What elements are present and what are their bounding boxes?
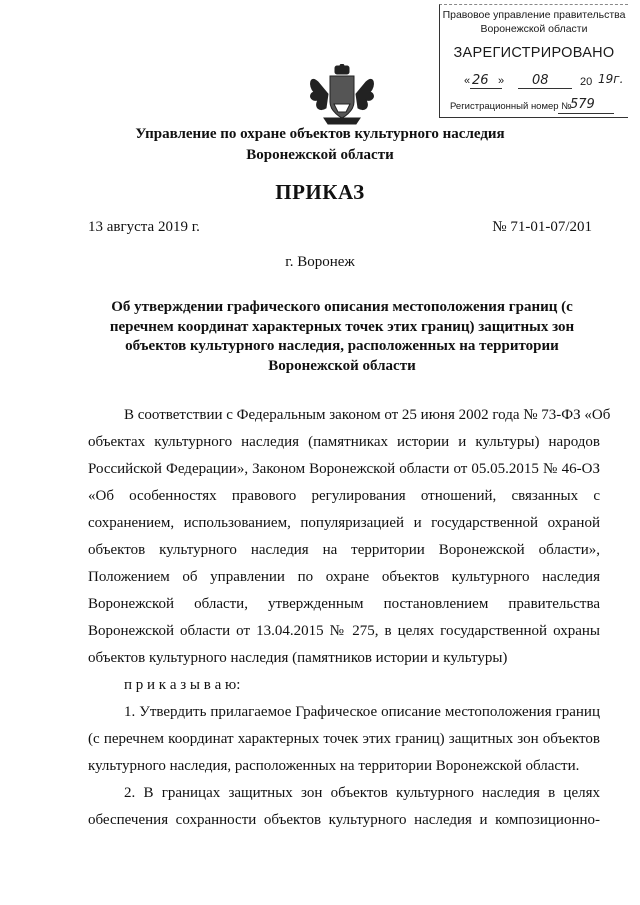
organization-name-line1: Управление по охране объектов культурного наследия	[135, 126, 505, 142]
stamp-reg-number-label: Регистрационный номер №	[450, 101, 572, 112]
body-line: Воронежской области, утвержденным постановлением правительства	[88, 596, 600, 612]
stamp-day-underline	[470, 88, 502, 89]
stamp-month: 08	[532, 73, 549, 88]
document-title: ПРИКАЗ	[275, 180, 365, 204]
body-line: Положением об управлении по охране объектов культурного наследия	[88, 569, 600, 585]
stamp-year-prefix: 20	[580, 76, 593, 88]
stamp-reg-number: 579	[570, 97, 595, 112]
order-city: г. Воронеж	[285, 254, 355, 270]
order-number: № 71-01-07/201	[492, 219, 592, 235]
stamp-authority-line1: Правовое управление правительства	[442, 9, 626, 21]
stamp-authority-line2: Воронежской области	[480, 23, 588, 35]
body-line: 1. Утвердить прилагаемое Графическое описание местоположения границ	[124, 704, 600, 720]
body-line: «Об особенностях правового регулирования отношений, связанных с	[88, 488, 600, 504]
stamp-reg-number-underline	[558, 113, 614, 114]
coat-of-arms-emblem	[306, 64, 378, 126]
body-line: Российской Федерации», Законом Воронежской области от 05.05.2015 № 46-ОЗ	[88, 461, 600, 477]
stamp-quote-close: »	[498, 75, 505, 87]
registration-stamp	[439, 4, 628, 118]
order-subject: Об утверждении графического описания местоположения границ (с перечнем координат характерных точек этих границ) защитных зон объектов культурного наследия, расположенных на территории Воронежской области	[109, 299, 575, 374]
body-line: культурного наследия, расположенных на территории Воронежской области.	[88, 758, 580, 774]
stamp-year-suffix: 19г.	[598, 72, 624, 86]
body-line: обеспечения сохранности объектов культурного наследия и композиционно-	[88, 812, 600, 828]
stamp-month-underline	[518, 88, 572, 89]
order-date: 13 августа 2019 г.	[88, 219, 200, 235]
body-line: 2. В границах защитных зон объектов культурного наследия в целях	[124, 785, 600, 801]
stamp-day: 26	[472, 73, 489, 88]
body-line-decree: п р и к а з ы в а ю:	[124, 677, 241, 693]
stamp-date	[452, 72, 624, 91]
body-line: (с перечнем координат характерных точек этих границ) защитных зон объектов	[88, 731, 600, 747]
body-line: В соответствии с Федеральным законом от 25 июня 2002 года № 73-ФЗ «Об	[124, 407, 611, 423]
body-line: объектов культурного наследия на территории Воронежской области»,	[88, 542, 600, 558]
body-line: объектов культурного наследия (памятников истории и культуры)	[88, 650, 508, 666]
stamp-registered-label: ЗАРЕГИСТРИРОВАНО	[453, 45, 615, 61]
body-line: объектах культурного наследия (памятниках истории и культуры) народов	[88, 434, 600, 450]
stamp-quote-open: «	[464, 75, 471, 87]
body-line: Воронежской области от 13.04.2015 № 275, в целях государственной охраны	[88, 623, 600, 639]
organization-name-line2: Воронежской области	[246, 147, 394, 163]
body-line: сохранением, использованием, популяризацией и государственной охраной	[88, 515, 600, 531]
